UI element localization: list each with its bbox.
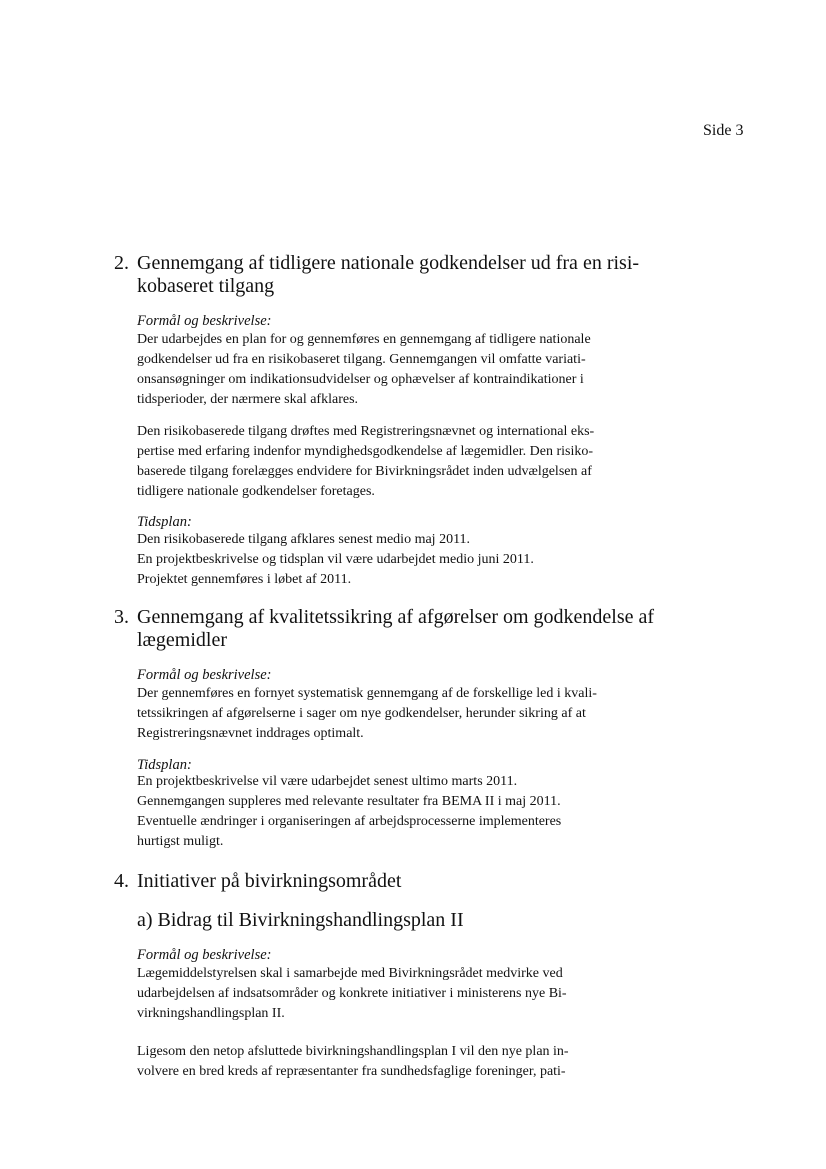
schedule-label: Tidsplan: (137, 757, 192, 773)
paragraph-line: Ligesom den netop afsluttede bivirkningshandlingsplan I vil den nye plan in- (137, 1044, 569, 1059)
subsection-a-heading: a) Bidrag til Bivirkningshandlingsplan II (137, 909, 464, 931)
paragraph-line: Registreringsnævnet inddrages optimalt. (137, 726, 364, 741)
purpose-paragraph (137, 684, 637, 744)
paragraph-line: pertise med erfaring indenfor myndighedsgodkendelse af lægemidler. Den risiko- (137, 444, 594, 459)
section-title-line: Gennemgang af tidligere nationale godkendelser ud fra en risi- (137, 252, 640, 274)
section-title-line: lægemidler (137, 629, 227, 651)
paragraph-line: virkningshandlingsplan II. (137, 1006, 285, 1021)
section-title-line: Initiativer på bivirkningsområdet (137, 870, 402, 892)
schedule-label: Tidsplan: (137, 514, 192, 530)
paragraph-line: baserede tilgang forelægges endvidere for Bivirkningsrådet inden udvælgelsen af (137, 464, 592, 479)
paragraph-line: En projektbeskrivelse og tidsplan vil være udarbejdet medio juni 2011. (137, 552, 534, 567)
section-title-line: kobaseret tilgang (137, 275, 275, 297)
paragraph-line: onsansøgninger om indikationsudvidelser og ophævelser af kontraindikationer i (137, 372, 584, 387)
purpose-paragraph (137, 330, 637, 410)
section-number: 3. (114, 606, 129, 628)
section-4-heading (114, 869, 674, 895)
paragraph-line: En projektbeskrivelse vil være udarbejdet senest ultimo marts 2011. (137, 774, 518, 789)
paragraph-line: Den risikobaserede tilgang afklares senest medio maj 2011. (137, 532, 471, 547)
purpose-label: Formål og beskrivelse: (137, 313, 272, 329)
purpose-paragraph (137, 964, 637, 1024)
section-number: 2. (114, 252, 129, 274)
section-number: 4. (114, 870, 129, 892)
page-number: Side 3 (703, 122, 744, 139)
schedule-paragraph (137, 772, 637, 852)
paragraph-line: Eventuelle ændringer i organiseringen af arbejdsprocesserne implementeres (137, 814, 562, 829)
section-title-line: Gennemgang af kvalitetssikring af afgørelser om godkendelse af (137, 606, 655, 628)
paragraph-line: Der udarbejdes en plan for og gennemføres en gennemgang af tidligere nationale (137, 332, 591, 347)
purpose-paragraph (137, 1042, 637, 1082)
paragraph-line: tetssikringen af afgørelserne i sager om nye godkendelser, herunder sikring af at (137, 706, 586, 721)
paragraph-line: tidligere nationale godkendelser foretages. (137, 484, 375, 499)
purpose-label: Formål og beskrivelse: (137, 947, 272, 963)
paragraph-line: udarbejdelsen af indsatsområder og konkrete initiativer i ministerens nye Bi- (137, 986, 567, 1001)
paragraph-line: tidsperioder, der nærmere skal afklares. (137, 392, 359, 407)
paragraph-line: hurtigst muligt. (137, 834, 224, 849)
purpose-paragraph (137, 422, 637, 502)
paragraph-line: volvere en bred kreds af repræsentanter fra sundhedsfaglige foreninger, pati- (137, 1064, 566, 1079)
paragraph-line: Gennemgangen suppleres med relevante resultater fra BEMA II i maj 2011. (137, 794, 561, 809)
paragraph-line: Projektet gennemføres i løbet af 2011. (137, 572, 352, 587)
section-2-heading (114, 251, 674, 301)
paragraph-line: Den risikobaserede tilgang drøftes med Registreringsnævnet og international eks- (137, 424, 595, 439)
paragraph-line: Lægemiddelstyrelsen skal i samarbejde med Bivirkningsrådet medvirke ved (137, 966, 563, 981)
section-3-heading (114, 605, 674, 655)
paragraph-line: Der gennemføres en fornyet systematisk gennemgang af de forskellige led i kvali- (137, 686, 597, 701)
purpose-label: Formål og beskrivelse: (137, 667, 272, 683)
schedule-paragraph (137, 530, 637, 590)
paragraph-line: godkendelser ud fra en risikobaseret tilgang. Gennemgangen vil omfatte variati- (137, 352, 586, 367)
